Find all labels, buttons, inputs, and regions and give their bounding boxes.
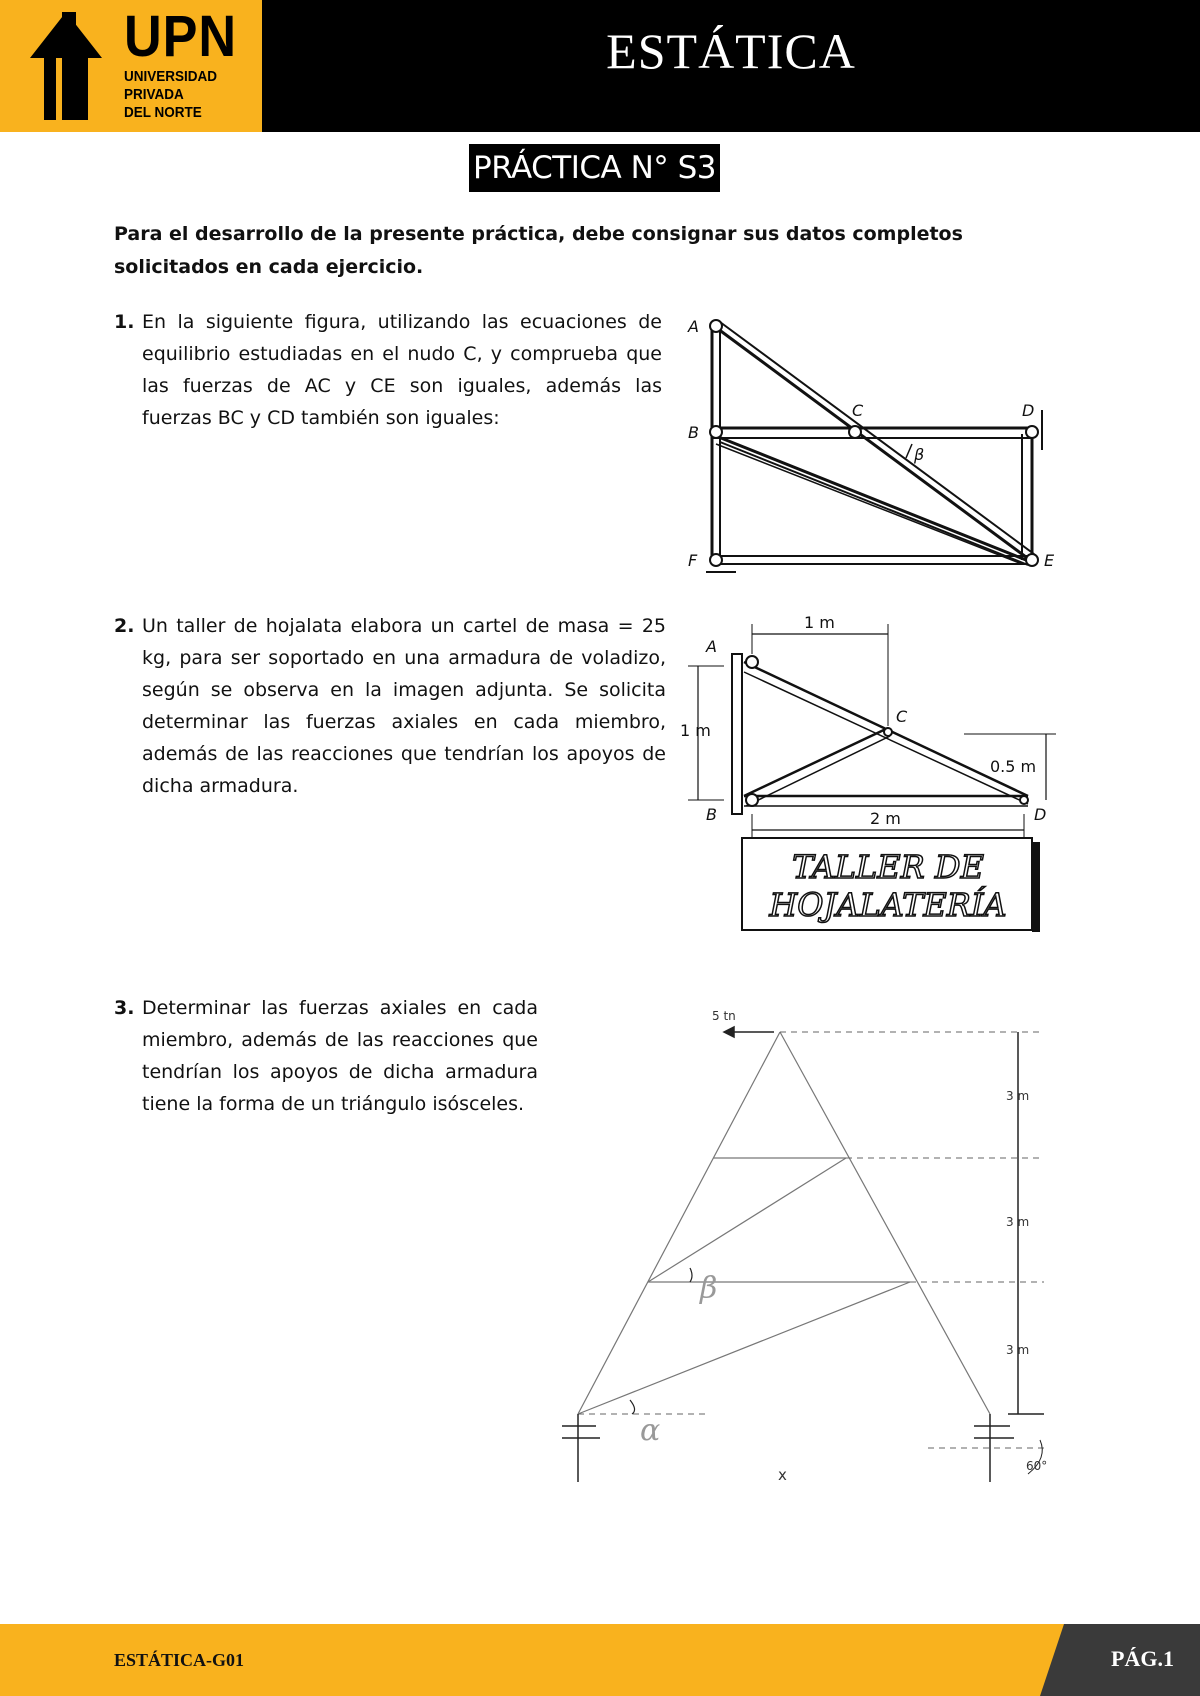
exercise-number: 1. [114, 311, 135, 333]
node-c-label: C [852, 401, 864, 420]
exercise-2 [114, 610, 666, 802]
exercise-1-truss-figure [680, 310, 1060, 585]
sign-line-2: HOJALATERÍA [769, 886, 1007, 924]
angle-beta-label: β [914, 445, 925, 464]
logo-line-1: UNIVERSIDAD [124, 68, 218, 85]
height-label-3: 3 m [1006, 1343, 1030, 1357]
dim-right-label: 0.5 m [990, 757, 1037, 776]
intro-text: Para el desarrollo de la presente práctica, debe consignar sus datos completos solicitados en cada ejercicio. [114, 223, 963, 278]
upn-logo [0, 0, 262, 132]
exercise-text: Un taller de hojalata elabora un cartel de masa = 25 kg, para ser soportado en una armadura de voladizo, según se observa en la imagen adjunta. Se solicita determinar las fuerzas axiales en cada miembro, además de las reacciones que tendrían los apoyos de dicha armadura. [142, 615, 666, 797]
logo-line-2: PRIVADA [124, 86, 184, 103]
exercise-text: En la siguiente figura, utilizando las ecuaciones de equilibrio estudiadas en el nudo C, y comprueba que las fuerzas de AC y CE son iguales, además las fuerzas BC y CD también son iguales: [142, 311, 662, 429]
page-footer [0, 1624, 1200, 1696]
node-e-label: E [1044, 551, 1055, 570]
angle-beta-label: β [700, 1271, 718, 1306]
node-a-label: A [706, 637, 717, 656]
footer-course-code: ESTÁTICA-G01 [114, 1650, 245, 1670]
header-title: ESTÁTICA [606, 23, 856, 79]
node-d-label: D [1022, 401, 1035, 420]
dim-bottom-label: 2 m [870, 809, 901, 828]
node-a-label: A [688, 317, 699, 336]
span-x-label: x [778, 1466, 787, 1484]
dim-top-label: 1 m [804, 613, 835, 632]
logo-brand: UPN [124, 4, 237, 69]
node-b-label: B [688, 423, 699, 442]
load-label: 5 tn [712, 1009, 736, 1023]
exercise-2-cantilever-figure [680, 610, 1060, 936]
angle-60-label: 60° [1026, 1459, 1048, 1473]
practice-title: PRÁCTICA N° S3 [469, 144, 720, 192]
exercise-3 [114, 992, 538, 1120]
logo-line-3: DEL NORTE [124, 104, 202, 121]
up-arrow-logo-icon [18, 0, 128, 132]
node-b-label: B [706, 805, 717, 824]
sign-line-1: TALLER DE [792, 848, 984, 886]
exercise-3-triangle-truss-figure [548, 1000, 1060, 1490]
exercise-number: 3. [114, 997, 135, 1019]
page-header [0, 0, 1200, 132]
dim-left-label: 1 m [680, 721, 711, 740]
exercise-number: 2. [114, 615, 135, 637]
exercise-text: Determinar las fuerzas axiales en cada miembro, además de las reacciones que tendrían los apoyos de dicha armadura tiene la forma de un triángulo isósceles. [142, 997, 538, 1115]
height-label-1: 3 m [1006, 1089, 1030, 1103]
exercise-1 [114, 306, 662, 434]
height-label-2: 3 m [1006, 1215, 1030, 1229]
node-d-label: D [1034, 805, 1047, 824]
node-c-label: C [896, 707, 908, 726]
node-f-label: F [688, 551, 698, 570]
angle-alpha-label: α [640, 1413, 661, 1448]
footer-page-number: PÁG.1 [1111, 1646, 1174, 1671]
